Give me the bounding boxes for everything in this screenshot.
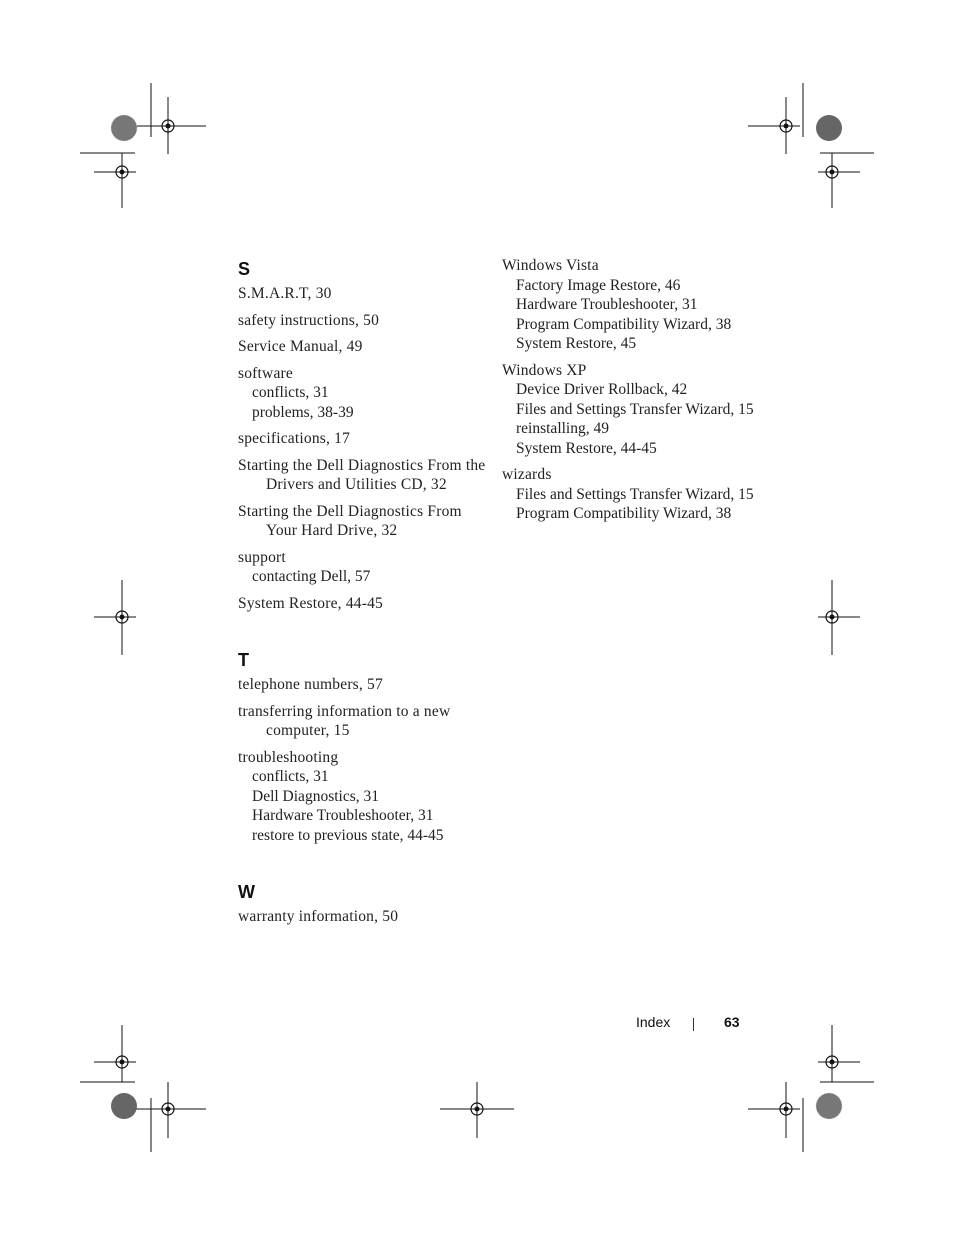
footer-section-label: Index bbox=[636, 1014, 671, 1030]
index-section-s bbox=[238, 256, 488, 613]
index-subentry: Hardware Troubleshooter, 31 bbox=[252, 807, 434, 824]
index-term: Windows Vista bbox=[502, 257, 599, 274]
index-subentry: conflicts, 31 bbox=[252, 384, 329, 401]
index-subentry: Dell Diagnostics, 31 bbox=[252, 787, 379, 805]
index-entry bbox=[238, 502, 488, 541]
index-term: specifications, 17 bbox=[238, 430, 351, 447]
index-entry bbox=[502, 465, 762, 524]
index-term: software bbox=[238, 364, 293, 382]
index-subentry: reinstalling, 49 bbox=[516, 420, 609, 437]
index-term: support bbox=[238, 548, 286, 566]
index-entry bbox=[238, 284, 488, 304]
index-subentry: Files and Settings Transfer Wizard, 15 bbox=[516, 485, 754, 503]
index-subentry: Hardware Troubleshooter, 31 bbox=[516, 296, 698, 313]
index-term: troubleshooting bbox=[238, 748, 339, 766]
index-term: Starting the Dell Diagnostics From Your Hard Drive, 32 bbox=[238, 502, 462, 539]
index-term: Windows XP bbox=[502, 361, 587, 379]
index-subentry: System Restore, 45 bbox=[516, 335, 637, 352]
index-section-w bbox=[238, 879, 488, 927]
index-entry bbox=[502, 256, 762, 354]
index-left-column bbox=[238, 256, 488, 961]
index-term: System Restore, 44-45 bbox=[238, 594, 383, 612]
index-term: safety instructions, 50 bbox=[238, 311, 380, 329]
index-entry bbox=[238, 748, 488, 846]
index-subentry: Program Compatibility Wizard, 38 bbox=[516, 315, 732, 333]
index-subentry: problems, 38-39 bbox=[252, 403, 354, 421]
index-subentry: contacting Dell, 57 bbox=[252, 568, 371, 585]
index-section-t bbox=[238, 647, 488, 845]
index-entry bbox=[238, 548, 488, 587]
index-subentry: Files and Settings Transfer Wizard, 15 bbox=[516, 400, 754, 418]
index-letter-heading: S bbox=[238, 259, 251, 279]
index-term: transferring information to a new computer, 15 bbox=[238, 702, 451, 739]
index-letter-heading: W bbox=[238, 882, 255, 902]
index-entry bbox=[238, 702, 488, 741]
index-entry bbox=[238, 907, 488, 927]
index-subentry: conflicts, 31 bbox=[252, 768, 329, 785]
index-term: warranty information, 50 bbox=[238, 908, 399, 925]
index-subentry: Factory Image Restore, 46 bbox=[516, 276, 681, 294]
index-entry bbox=[238, 364, 488, 423]
index-entry bbox=[238, 429, 488, 449]
index-entry bbox=[238, 311, 488, 331]
page-number: 63 bbox=[724, 1014, 740, 1030]
index-subentry: Program Compatibility Wizard, 38 bbox=[516, 505, 732, 522]
index-subentry: System Restore, 44-45 bbox=[516, 439, 657, 457]
index-entry bbox=[238, 594, 488, 614]
index-term: wizards bbox=[502, 466, 552, 483]
index-subentry: restore to previous state, 44-45 bbox=[252, 826, 444, 844]
index-entry bbox=[238, 337, 488, 357]
index-term: Service Manual, 49 bbox=[238, 338, 363, 355]
index-entry bbox=[502, 361, 762, 459]
index-term: Starting the Dell Diagnostics From the Drivers and Utilities CD, 32 bbox=[238, 456, 486, 493]
index-right-column bbox=[502, 256, 762, 531]
footer-divider bbox=[693, 1018, 694, 1031]
index-entry bbox=[238, 675, 488, 695]
index-letter-heading: T bbox=[238, 650, 249, 670]
index-subentry: Device Driver Rollback, 42 bbox=[516, 381, 688, 398]
index-term: S.M.A.R.T, 30 bbox=[238, 285, 332, 302]
index-entry bbox=[238, 456, 488, 495]
index-term: telephone numbers, 57 bbox=[238, 676, 383, 693]
